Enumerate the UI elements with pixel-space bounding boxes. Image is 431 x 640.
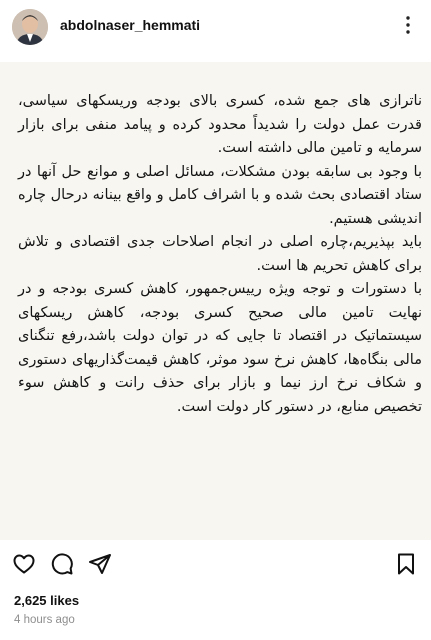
- post-header: [0, 0, 431, 62]
- profile-photo-icon: [12, 9, 48, 45]
- bookmark-icon[interactable]: [394, 552, 418, 576]
- username[interactable]: abdolnaser_hemmati: [60, 17, 201, 33]
- action-bar: [0, 540, 431, 588]
- heart-icon[interactable]: [12, 552, 36, 576]
- comment-icon[interactable]: [50, 552, 74, 576]
- avatar[interactable]: [12, 9, 48, 45]
- post-paragraph-1: ناترازی های جمع شده، کسری بالای بودجه وریسکهای سیاسی، قدرت عمل دولت را شدیداً محدود کرده و پیامد منفی برای بازار سرمایه و تامین مالی داشته است.: [18, 93, 422, 156]
- like-count[interactable]: 2,625 likes: [14, 593, 80, 608]
- post-paragraph-2: با وجود بی سابقه بودن مشکلات، مسائل اصلی و موانع حل آنها در ستاد اقتصادی بحث شده و با اشراف کامل و واقع بینانه درحال چاره اندیشی هستیم.: [18, 163, 422, 227]
- share-icon[interactable]: [88, 552, 112, 576]
- post-paragraph-3: باید بپذیریم،چاره اصلی در انجام اصلاحات جدی اقتصادی و تلاش برای کاهش تحریم ها است.: [18, 234, 422, 274]
- more-options-icon[interactable]: [393, 10, 423, 40]
- post-image[interactable]: [0, 62, 431, 540]
- post-timestamp: 4 hours ago: [14, 614, 75, 626]
- post-text: [18, 90, 422, 419]
- post-paragraph-4: با دستورات و توجه ویژه رییس‌جمهور، کاهش کسری بودجه و در نهایت تامین مالی صحیح کسری بودجه، کاهش ریسکهای سیستماتیک در اقتصاد تا جایی که در توان دولت باشد،رفع تنگنای مالی بنگاه‌ها، کاهش نرخ سود موثر، کاهش قیمت‌گذاریهای دستوری و شکاف نرخ ارز نیما و بازار برای حذف رانت و کاهش سوء تخصیص منابع، در دستور کار دولت است.: [18, 281, 422, 415]
